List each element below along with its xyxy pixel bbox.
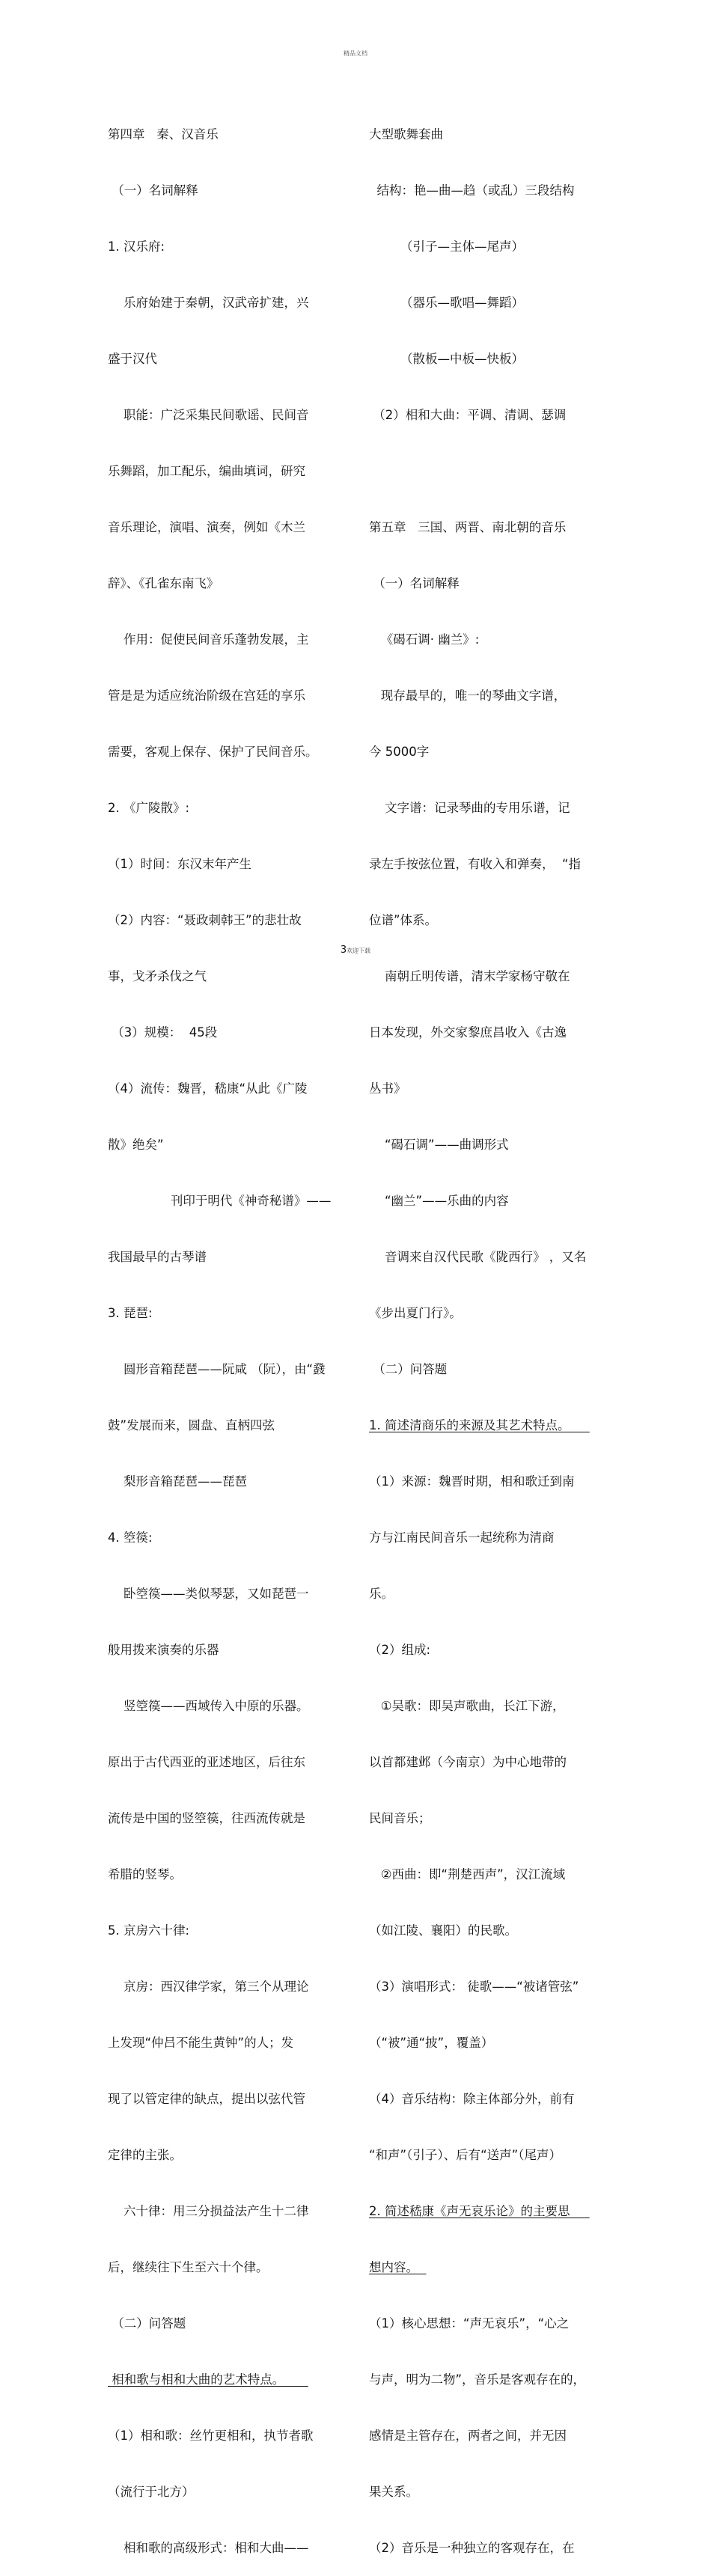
text-line: （引子—主体—尾声） <box>369 239 524 254</box>
text-line: 作用：促使民间音乐蓬勃发展，主 <box>108 632 309 647</box>
chapter-5-title: 第五章 三国、两晋、南北朝的音乐 <box>369 520 567 534</box>
text-line: 定律的主张。 <box>108 2148 182 2162</box>
text-line: 圆形音箱琵琶——阮咸 （阮），由“鼗 <box>108 1362 326 1376</box>
right-column <box>369 88 610 2576</box>
text-line: 相和歌的高级形式：相和大曲—— <box>108 2541 309 2555</box>
text-line: 管是是为适应统治阶级在宫廷的享乐 <box>108 689 305 703</box>
text-line: 流传是中国的竖箜篌，往西流传就是 <box>108 1811 305 1825</box>
page-number: 3 <box>340 944 347 956</box>
text-line: （散板—中板—快板） <box>369 352 524 366</box>
text-line: （一）名词解释 <box>108 183 198 198</box>
text-line: 2. 《广陵散》: <box>108 801 190 815</box>
text-line: 结构：艳—曲—趋（或乱）三段结构 <box>369 183 575 198</box>
underlined-question: 相和歌与相和大曲的艺术特点。 <box>108 2372 308 2387</box>
text-line: （流行于北方） <box>108 2485 195 2499</box>
underlined-question: 2. 简述嵇康《声无哀乐论》的主要思 <box>369 2204 590 2218</box>
text-line: 果关系。 <box>369 2485 418 2499</box>
text-line: （2）组成: <box>369 1643 431 1657</box>
text-line: （二）问答题 <box>108 2316 186 2331</box>
left-column <box>108 88 349 2576</box>
text-line: （“被”通“披”，覆盖） <box>369 2036 494 2050</box>
text-line: 3. 琵琶: <box>108 1306 153 1320</box>
text-line: ②西曲：即“荆楚西声”，汉江流域 <box>369 1867 566 1881</box>
text-line: 乐舞蹈，加工配乐，编曲填词，研究 <box>108 464 305 478</box>
text-line: 1. 汉乐府: <box>108 239 165 254</box>
text-line: 需要，客观上保存、保护了民间音乐。 <box>108 745 318 759</box>
text-line: （3）规模： 45段 <box>108 1025 218 1040</box>
text-line: “幽兰”——乐曲的内容 <box>369 1194 509 1208</box>
text-line: 今 5000字 <box>369 745 430 759</box>
chapter-4-title: 第四章 秦、汉音乐 <box>108 127 219 141</box>
text-line: 职能：广泛采集民间歌谣、民间音 <box>108 408 309 422</box>
text-line: 感情是主管存在，两者之间，并无因 <box>369 2429 567 2443</box>
text-line: 4. 箜篌: <box>108 1530 153 1545</box>
text-line: 我国最早的古琴谱 <box>108 1250 207 1264</box>
text-line: 竖箜篌——西域传入中原的乐器。 <box>108 1699 309 1713</box>
text-line: 现了以管定律的缺点，提出以弦代管 <box>108 2092 305 2106</box>
header-watermark: 精品文档 <box>344 50 367 57</box>
text-line: 文字谱：记录琴曲的专用乐谱，记 <box>369 801 570 815</box>
text-line: 辞》、《孔雀东南飞》 <box>108 576 219 590</box>
text-line: “碣石调”——曲调形式 <box>369 1138 509 1152</box>
text-line: 后，继续往下生至六十个律。 <box>108 2260 269 2274</box>
text-line: （1）相和歌：丝竹更相和，执节者歌 <box>108 2429 314 2443</box>
text-line: 散》绝矣” <box>108 1138 164 1152</box>
text-line: 事，戈矛杀伐之气 <box>108 969 207 983</box>
text-line: 丛书》 <box>369 1081 406 1096</box>
text-line: 鼓”发展而来，圆盘、直柄四弦 <box>108 1418 275 1432</box>
text-line: 《步出夏门行》。 <box>369 1306 462 1320</box>
text-line: ①吴歌：即吴声歌曲，长江下游， <box>369 1699 565 1713</box>
text-line: （1）来源：魏晋时期，相和歌迁到南 <box>369 1474 575 1489</box>
text-line: （4）流传：魏晋，嵇康“从此《广陵 <box>108 1081 308 1096</box>
text-line: 日本发现，外交家黎庶昌收入《古逸 <box>369 1025 567 1040</box>
text-line: （一）名词解释 <box>369 576 460 590</box>
text-line: 刊印于明代《神奇秘谱》—— <box>108 1194 332 1208</box>
underlined-question: 想内容。 <box>369 2260 427 2274</box>
text-line: （1）时间：东汉末年产生 <box>108 857 251 871</box>
text-line: 《碣石调· 幽兰》: <box>369 632 480 647</box>
text-line: “和声”（引子）、后有“送声”（尾声） <box>369 2148 561 2162</box>
text-line: 希腊的竖琴。 <box>108 1867 182 1881</box>
blank-line <box>369 462 610 480</box>
text-line: 音乐理论，演唱、演奏，例如《木兰 <box>108 520 305 534</box>
text-line: （器乐—歌唱—舞蹈） <box>369 296 524 310</box>
text-line: （2）音乐是一种独立的客观存在，在 <box>369 2541 575 2555</box>
text-line: 上发现“仲吕不能生黄钟”的人；发 <box>108 2036 294 2050</box>
footer-suffix: 欢迎下载 <box>347 947 371 954</box>
text-line: 原出于古代西亚的亚述地区，后往东 <box>108 1755 305 1769</box>
text-line: 般用拨来演奏的乐器 <box>108 1643 219 1657</box>
text-line: 卧箜篌——类似琴瑟，又如琵琶一 <box>108 1587 309 1601</box>
text-line: 方与江南民间音乐一起统称为清商 <box>369 1530 555 1545</box>
text-line: （2）内容：“聂政刺韩王”的悲壮故 <box>108 913 302 927</box>
text-line: 京房：西汉律学家，第三个从理论 <box>108 1980 309 1994</box>
text-line: （3）演唱形式： 徒歌——“被诸管弦” <box>369 1980 579 1994</box>
text-line: 录左手按弦位置，有收入和弹奏， “指 <box>369 857 582 871</box>
text-line: 盛于汉代 <box>108 352 157 366</box>
text-line: 以首都建邺（今南京）为中心地带的 <box>369 1755 567 1769</box>
text-line: （如江陵、襄阳）的民歌。 <box>369 1923 517 1938</box>
text-line: 5. 京房六十律: <box>108 1923 190 1938</box>
text-line: （2）相和大曲：平调、清调、瑟调 <box>369 408 567 422</box>
text-line: （4）音乐结构：除主体部分外，前有 <box>369 2092 575 2106</box>
text-line: 乐。 <box>369 1587 394 1601</box>
text-line: 位谱”体系。 <box>369 913 438 927</box>
text-line: 现存最早的，唯一的琴曲文字谱， <box>369 689 567 703</box>
text-line: 民间音乐； <box>369 1811 431 1825</box>
text-line: （二）问答题 <box>369 1362 448 1376</box>
text-line: 与声，明为二物”，音乐是客观存在的， <box>369 2372 586 2387</box>
text-line: 六十律：用三分损益法产生十二律 <box>108 2204 309 2218</box>
text-line: 大型歌舞套曲 <box>369 127 443 141</box>
text-line: （1）核心思想：“声无哀乐”，“心之 <box>369 2316 570 2331</box>
text-line: 梨形音箱琵琶——琵琶 <box>108 1474 247 1489</box>
text-line: 南朝丘明传谱，清末学家杨守敬在 <box>369 969 570 983</box>
page-footer <box>0 944 711 956</box>
underlined-question: 1. 简述清商乐的来源及其艺术特点。 <box>369 1418 590 1432</box>
text-line: 音调来自汉代民歌《陇西行》 ，又名 <box>369 1250 587 1264</box>
text-line: 乐府始建于秦朝，汉武帝扩建，兴 <box>108 296 309 310</box>
